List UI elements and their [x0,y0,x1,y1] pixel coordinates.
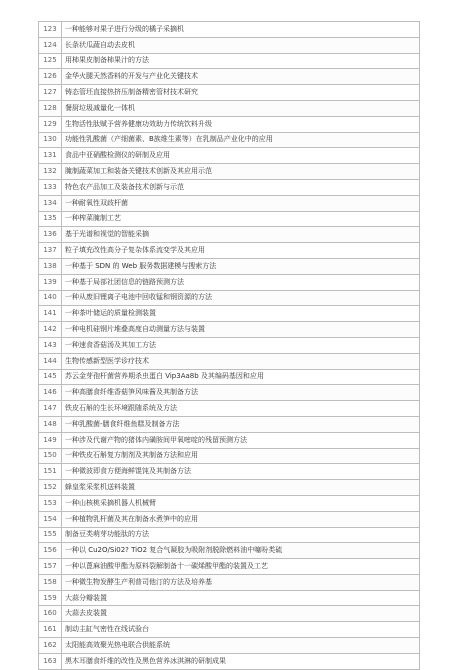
table-row [39,638,420,654]
achievement-table [38,21,420,670]
table-row [39,85,420,101]
row-number: 142 [39,322,62,338]
row-number: 158 [39,574,62,590]
table-row [39,527,420,543]
table-row [39,37,420,53]
table-row [39,243,420,259]
row-number: 130 [39,132,62,148]
row-number: 151 [39,464,62,480]
table-row [39,606,420,622]
table-row [39,258,420,274]
row-title: 蜂皇浆采浆机送料装置 [62,480,420,496]
row-title: 太阳能高效聚光热电联合供能系统 [62,638,420,654]
row-number: 134 [39,195,62,211]
table-row [39,274,420,290]
row-number: 132 [39,164,62,180]
table-row [39,574,420,590]
row-title: 一种以蓖麻油酸甲酯为原料裂解制备十一碳烯酸甲酯的装置及工艺 [62,559,420,575]
row-number: 163 [39,653,62,669]
table-row [39,116,420,132]
row-title: 一种高膳食纤维香菇笋风味酱及其制备方法 [62,385,420,401]
row-number: 155 [39,527,62,543]
row-title: 一种基于 SDN 的 Web 服务数据建模与搜索方法 [62,258,420,274]
row-title: 一种速食香菇汤及其加工方法 [62,337,420,353]
row-number: 156 [39,543,62,559]
row-number: 137 [39,243,62,259]
row-number: 141 [39,306,62,322]
row-number: 129 [39,116,62,132]
table-row [39,559,420,575]
row-number: 125 [39,53,62,69]
row-title: 制动主缸气密性在线试验台 [62,622,420,638]
row-title: 粒子填充改性高分子复杂体系流变学及其应用 [62,243,420,259]
row-title: 一种基于局部社团信息的链路预测方法 [62,274,420,290]
row-number: 139 [39,274,62,290]
row-number: 148 [39,416,62,432]
table-row [39,495,420,511]
table-row [39,622,420,638]
row-number: 133 [39,179,62,195]
row-title: 一种涉及代谢产物的猪体内磺胺间甲氧嘧啶的残留预测方法 [62,432,420,448]
table-row [39,100,420,116]
row-title: 黑木耳膳食纤维的改性及黑色营养冰淇淋的研制成果 [62,653,420,669]
row-number: 146 [39,385,62,401]
table-row [39,432,420,448]
row-title: 生物传感新型医学诊疗技术 [62,353,420,369]
row-title: 金华火腿天然香料的开发与产业化关键技术 [62,69,420,85]
row-title: 一种耐氧性双歧杆菌 [62,195,420,211]
row-number: 144 [39,353,62,369]
table-row [39,290,420,306]
row-title: 铁皮石斛的生长环境跟随系统及方法 [62,401,420,417]
row-title: 一种以 Cu2O/Si02? TiO2 复合气凝胶为吸附剂脱除燃料油中噻吩类硫 [62,543,420,559]
table-row [39,353,420,369]
row-title: 一种乳酸菌-膳食纤维鱼糕及制备方法 [62,416,420,432]
row-title: 腌制蔬菜加工和装备关键技术创新及其应用示范 [62,164,420,180]
row-number: 123 [39,22,62,38]
table-row [39,53,420,69]
row-title: 制备豆类萌芽功能肽的方法 [62,527,420,543]
row-title: 铸态管坯直接热挤压制备精密管材技术研究 [62,85,420,101]
table-row [39,464,420,480]
row-title: 功能性乳酸菌（产细菌素、B族维生素等）在乳制品产业化中的应用 [62,132,420,148]
row-title: 一种铁皮石斛复方制剂及其制备方法和应用 [62,448,420,464]
table-body [39,22,420,670]
row-number: 162 [39,638,62,654]
row-title: 一种微生物发酵生产利普司他汀的方法及培养基 [62,574,420,590]
row-number: 136 [39,227,62,243]
table-row [39,322,420,338]
row-title: 用柿果皮制备柿果汁的方法 [62,53,420,69]
row-title: 长条状瓜蔬自动去皮机 [62,37,420,53]
row-title: 一种能够对果子进行分级的橘子采摘机 [62,22,420,38]
row-number: 150 [39,448,62,464]
row-number: 128 [39,100,62,116]
table-row [39,590,420,606]
row-number: 147 [39,401,62,417]
table-row [39,69,420,85]
table-row [39,211,420,227]
row-number: 153 [39,495,62,511]
row-number: 143 [39,337,62,353]
row-title: 生物活性肽赋予营养健康功效助力传统饮料升级 [62,116,420,132]
row-title: 基于光谱和视觉的智能采摘 [62,227,420,243]
row-title: 特色农产品加工及装备技术创新与示范 [62,179,420,195]
row-title: 一种从废旧锂离子电池中回收锰和钢资源的方法 [62,290,420,306]
table-row [39,227,420,243]
table-row [39,385,420,401]
row-title: 一种植物乳杆菌及其在制备水煮笋中的应用 [62,511,420,527]
table-row [39,369,420,385]
table-row [39,416,420,432]
table-row [39,337,420,353]
row-title: 一种微波即食方便海鲜馄饨及其制备方法 [62,464,420,480]
row-title: 一种电机硅钢片堆叠高度自动测量方法与装置 [62,322,420,338]
table-row [39,448,420,464]
row-number: 149 [39,432,62,448]
row-title: 大蒜分瓣装置 [62,590,420,606]
row-number: 127 [39,85,62,101]
row-number: 159 [39,590,62,606]
row-number: 157 [39,559,62,575]
row-number: 131 [39,148,62,164]
table-row [39,543,420,559]
table-row [39,401,420,417]
row-title: 一种山核桃采摘机器人机械臂 [62,495,420,511]
row-title: 苏云金芽孢杆菌营养期杀虫蛋白 Vip3Aa8b 及其编码基因和应用 [62,369,420,385]
table-row [39,511,420,527]
row-number: 140 [39,290,62,306]
table-row [39,480,420,496]
row-title: 食品中亚硝酸检测仪的研制及应用 [62,148,420,164]
table-row [39,164,420,180]
table-row [39,132,420,148]
row-title: 餐厨垃圾减量化一体机 [62,100,420,116]
table-row [39,179,420,195]
table-row [39,22,420,38]
table-row [39,306,420,322]
row-title: 一种茶叶储运的质量检测装置 [62,306,420,322]
row-number: 124 [39,37,62,53]
row-number: 126 [39,69,62,85]
table-row [39,195,420,211]
row-number: 160 [39,606,62,622]
row-number: 145 [39,369,62,385]
table-row [39,653,420,669]
row-title: 一种榨菜腌制工艺 [62,211,420,227]
row-number: 152 [39,480,62,496]
row-number: 138 [39,258,62,274]
row-title: 大蒜去皮装置 [62,606,420,622]
table-row [39,148,420,164]
row-number: 135 [39,211,62,227]
row-number: 161 [39,622,62,638]
row-number: 154 [39,511,62,527]
